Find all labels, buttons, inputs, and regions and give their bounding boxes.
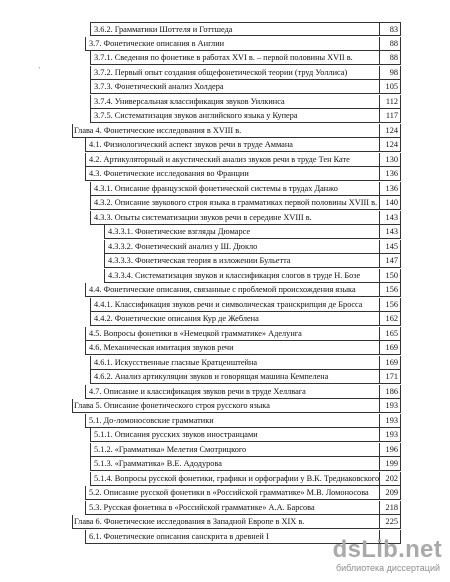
toc-entry-title: Глава 4. Фонетические исследования в XVIII в.	[72, 124, 379, 138]
toc-entry-title: 4.6.1. Искусственные гласные Кратценштейна	[90, 356, 379, 370]
table-row	[0, 428, 450, 442]
toc-entry-page: 171	[379, 370, 401, 384]
toc-entry-page: 165	[379, 327, 401, 341]
toc-entry-page: 193	[379, 414, 401, 428]
toc-entry-page: 199	[379, 457, 401, 471]
toc-entry-title: 5.3. Русская фонетика в «Российской грамматике» А.А. Барсова	[85, 501, 379, 515]
toc-entry-title: 4.3.3.3. Фонетическая теория в изложении Бульетта	[104, 254, 379, 268]
toc-entry-title: 4.5. Вопросы фонетики в «Немецкой грамматике» Аделунга	[85, 327, 379, 341]
toc-entry-title: 4.3.3. Опыты систематизации звуков речи в середине XVIII в.	[90, 211, 379, 225]
table-row	[0, 341, 450, 355]
watermark	[324, 536, 442, 576]
toc-entry-title: 4.3.3.2. Фонетический анализ у Ш. Дюкло	[104, 240, 379, 254]
toc-entry-page: 209	[379, 486, 401, 500]
toc-entry-page: 143	[379, 211, 401, 225]
table-row	[0, 298, 450, 312]
table-row	[0, 51, 450, 65]
toc-entry-page: 169	[379, 356, 401, 370]
toc-entry-page: 124	[379, 138, 401, 152]
toc-entry-title: 4.7. Описание и классификация звуков речи в труде Хеллвага	[85, 385, 379, 399]
toc-entry-page: 88	[379, 51, 401, 65]
watermark-logo-text: dsLib.net	[332, 536, 442, 563]
toc-entry-page: 140	[379, 196, 401, 210]
toc-entry-title: 3.7.1. Сведения по фонетике в работах XVI в. – первой половины XVII в.	[90, 51, 379, 65]
toc-entry-title: 4.4.1. Классификация звуков речи и символическая транскрипция де Броcса	[90, 298, 379, 312]
table-row	[0, 283, 450, 297]
toc-entry-title: 3.6.2. Грамматики Шоттеля и Готтшеда	[90, 22, 379, 36]
table-row	[0, 515, 450, 529]
toc-entry-page: 156	[379, 298, 401, 312]
table-row	[0, 414, 450, 428]
stray-mark: `	[38, 66, 41, 75]
toc-entry-page: 98	[379, 66, 401, 80]
toc-entry-title: 4.3.3.1. Фонетические взгляды Дюмарсе	[104, 225, 379, 239]
table-row	[0, 196, 450, 210]
table-row	[0, 399, 450, 413]
toc-entry-page: 124	[379, 124, 401, 138]
table-row	[0, 225, 450, 239]
table-row	[0, 37, 450, 51]
toc-entry-title: 5.1.1. Описания русских звуков иностранцами	[90, 428, 379, 442]
table-row	[0, 501, 450, 515]
toc-entry-title: 5.2. Описание русской фонетики в «Российской грамматике» М.В. Ломоносова	[85, 486, 379, 500]
toc-entry-page: 196	[379, 443, 401, 457]
toc-entry-title: Глава 6. Фонетические исследования в Западной Европе в XIX в.	[72, 515, 379, 529]
toc-entry-page: 218	[379, 501, 401, 515]
table-row	[0, 138, 450, 152]
table-row	[0, 22, 450, 36]
toc-entry-page: 117	[379, 109, 401, 123]
toc-entry-title: 5.1. До-ломоносовские грамматики	[85, 414, 379, 428]
table-row	[0, 153, 450, 167]
toc-entry-page: 150	[379, 269, 401, 283]
toc-entry-title: Глава 5. Описание фонетического строя русского языка	[72, 399, 379, 413]
table-row	[0, 269, 450, 283]
toc-entry-page: 83	[379, 22, 401, 36]
toc-entry-page: 162	[379, 312, 401, 326]
table-row	[0, 66, 450, 80]
toc-entry-page: 105	[379, 80, 401, 94]
table-row	[0, 182, 450, 196]
toc-entry-page: 193	[379, 428, 401, 442]
toc-entry-page: 186	[379, 385, 401, 399]
toc-entry-title: 4.3. Фонетические исследования во Франции	[85, 167, 379, 181]
toc-entry-title: 4.3.1. Описание французской фонетической системы в трудах Данжо	[90, 182, 379, 196]
toc-entry-page: 136	[379, 167, 401, 181]
table-row	[0, 370, 450, 384]
table-row	[0, 80, 450, 94]
table-row	[0, 356, 450, 370]
toc-entry-title: 5.1.2. «Грамматика» Мелетия Смотрицкого	[90, 443, 379, 457]
table-row	[0, 167, 450, 181]
table-row	[0, 457, 450, 471]
table-row	[0, 240, 450, 254]
watermark-subtitle: библиотека диссертаций	[335, 563, 440, 573]
toc-entry-title: 4.3.2. Описание звукового строя языка в грамматиках первой половины XVIII в.	[90, 196, 379, 210]
toc-entry-page: 225	[379, 515, 401, 529]
toc-entry-title: 4.4. Фонетические описания, связанные с проблемой происхождения языка	[85, 283, 379, 297]
toc-entry-page: 193	[379, 399, 401, 413]
toc-entry-title: 4.6.2. Анализ артикуляции звуков и говорящая машина Кемпелена	[90, 370, 379, 384]
toc-entry-title: 4.3.3.4. Систематизация звуков и классификация слогов в труде Н. Бозе	[104, 269, 379, 283]
toc-entry-title: 5.1.4. Вопросы русской фонетики, графики и орфографии у В.К. Тредиаковского	[90, 472, 379, 486]
toc-entry-title: 3.7.3. Фонетический анализ Холдера	[90, 80, 379, 94]
toc-entry-title: 4.6. Механическая имитация звуков речи	[85, 341, 379, 355]
toc-entry-page: 156	[379, 283, 401, 297]
toc-entry-title: 4.1. Физиологический аспект звуков речи в труде Аммана	[85, 138, 379, 152]
toc-entry-title: 3.7. Фонетические описания в Англии	[85, 37, 379, 51]
table-row	[0, 254, 450, 268]
toc-entry-page: 147	[379, 254, 401, 268]
toc-entry-title: 3.7.2. Первый опыт создания общефонетической теории (труд Уоллиса)	[90, 66, 379, 80]
toc-entry-page: 145	[379, 240, 401, 254]
toc-entry-page: 112	[379, 95, 401, 109]
toc-entry-page: 202	[379, 472, 401, 486]
toc-entry-title: 6.1. Фонетические описания санскрита в древней I	[85, 530, 379, 544]
toc-entry-page: 143	[379, 225, 401, 239]
table-row	[0, 312, 450, 326]
table-row	[0, 95, 450, 109]
toc-entry-title: 3.7.4. Универсальная классификация звуков Уилкинса	[90, 95, 379, 109]
table-row	[0, 443, 450, 457]
toc-entry-title: 3.7.5. Систематизация звуков английского языка у Купера	[90, 109, 379, 123]
toc-entry-title: 5.1.3. «Грамматика» В.Е. Адодурова	[90, 457, 379, 471]
toc-entry-page: 130	[379, 153, 401, 167]
table-row	[0, 486, 450, 500]
table-row	[0, 385, 450, 399]
table-row	[0, 109, 450, 123]
table-row	[0, 211, 450, 225]
table-row	[0, 327, 450, 341]
table-row	[0, 472, 450, 486]
toc-entry-title: 4.4.2. Фонетические описания Кур де Жеблена	[90, 312, 379, 326]
toc-entry-page: 169	[379, 341, 401, 355]
toc-entry-page: 136	[379, 182, 401, 196]
toc-entry-title: 4.2. Артикуляторный и акустический анализ звуков речи в труде Тен Кате	[85, 153, 379, 167]
table-row	[0, 124, 450, 138]
toc-entry-page: 88	[379, 37, 401, 51]
